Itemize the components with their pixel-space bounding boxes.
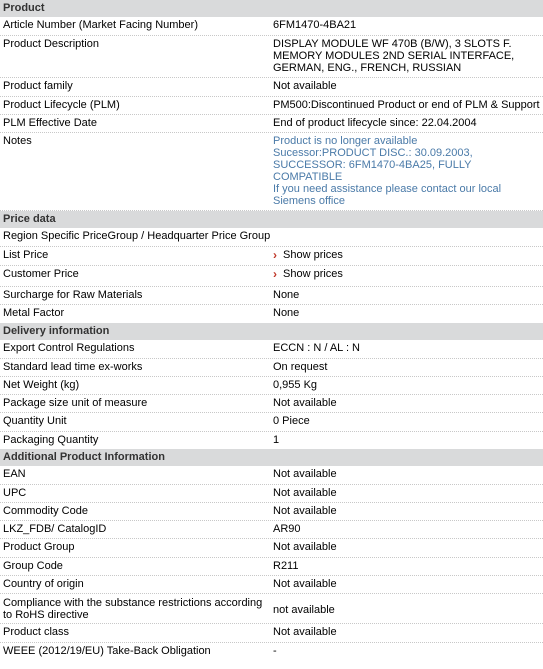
row-region-price-group [0,228,543,247]
row-value: Not available [273,80,337,92]
row-value: not available [273,603,335,616]
row-upc [0,485,543,503]
row-article-number [0,17,543,36]
show-customer-prices-link[interactable] [273,268,343,280]
row-value: Not available [273,626,337,638]
row-value: Not available [273,397,337,409]
row-lead-time [0,359,543,377]
section-header-product: Product [0,0,543,17]
row-label: Surcharge for Raw Materials [3,289,143,301]
row-label: Export Control Regulations [3,342,135,354]
row-product-lifecycle [0,97,543,115]
row-label: PLM Effective Date [3,117,97,129]
link-text: Show prices [283,268,343,280]
row-value: On request [273,361,328,373]
row-label: Product Description [3,38,99,50]
row-label: Product class [3,626,70,638]
row-product-class [0,624,543,643]
chevron-right-icon: › [273,267,277,281]
row-rohs-compliance [0,594,543,624]
row-package-size-unit [0,395,543,413]
row-group-code [0,558,543,576]
row-catalog-id [0,521,543,539]
row-label: Product family [3,80,73,92]
row-value: PM500:Discontinued Product or end of PLM & Support [273,99,540,111]
row-label: Group Code [3,560,63,572]
row-value: End of product lifecycle since: 22.04.2004 [273,117,477,129]
row-value: None [273,289,300,301]
row-customer-price [0,266,543,287]
row-net-weight [0,377,543,395]
chevron-right-icon: › [273,248,277,262]
section-header-additional-info: Additional Product Information [0,449,543,466]
row-value: None [273,307,300,319]
row-ean [0,466,543,485]
row-label: Region Specific PriceGroup / Headquarter Price Group [3,230,271,242]
row-quantity-unit [0,413,543,432]
row-weee-obligation [0,643,543,661]
row-label: Metal Factor [3,307,65,319]
row-value: DISPLAY MODULE WF 470B (B/W), 3 SLOTS F. MEMORY MODULES 2ND SERIAL INTERFACE, GERMAN, ENG., FRENCH, RUSSIAN [273,38,515,74]
row-value: - [273,645,277,657]
notes-line: If you need assistance please contact our local Siemens office [273,183,502,207]
notes-line: Sucessor:PRODUCT DISC.: 30.09.2003, SUCCESSOR: 6FM1470-4BA25, FULLY COMPATIBLE [273,147,473,183]
show-list-prices-link[interactable] [273,249,343,261]
row-export-control [0,340,543,359]
row-value: R211 [273,560,299,572]
row-label: Net Weight (kg) [3,379,80,391]
row-label: Product Lifecycle (PLM) [3,99,120,111]
notes-line: Product is no longer available [273,135,418,147]
row-label: Article Number (Market Facing Number) [3,19,198,31]
row-label: Standard lead time ex-works [3,361,143,373]
row-surcharge-raw-materials [0,287,543,305]
row-product-group [0,539,543,558]
row-plm-effective-date [0,115,543,133]
row-value: 0,955 Kg [273,379,318,391]
row-value: Not available [273,487,337,499]
section-header-price-data: Price data [0,211,543,228]
row-label: Quantity Unit [3,415,67,427]
row-label: Compliance with the substance restrictions according to RoHS directive [3,596,263,621]
row-value: 6FM1470-4BA21 [273,19,357,31]
row-label: UPC [3,487,27,499]
row-value [269,247,543,262]
row-label: Customer Price [3,268,79,280]
row-label: Commodity Code [3,505,88,517]
row-label: Product Group [3,541,75,553]
row-value [269,266,543,281]
row-value: Not available [273,468,337,480]
row-label: Package size unit of measure [3,397,148,409]
link-text: Show prices [283,249,343,261]
row-label: WEEE (2012/19/EU) Take-Back Obligation [3,645,211,657]
row-notes [0,133,543,211]
row-list-price [0,247,543,266]
row-value: Not available [273,541,337,553]
row-value: AR90 [273,523,301,535]
row-value: ECCN : N / AL : N [273,342,361,354]
row-metal-factor [0,305,543,323]
row-label: Notes [3,135,32,147]
row-commodity-code [0,503,543,521]
row-product-description [0,36,543,78]
row-value: Not available [273,505,337,517]
row-product-family [0,78,543,97]
row-label: EAN [3,468,26,480]
notes-value [269,133,543,207]
row-packaging-quantity [0,432,543,449]
row-value: 0 Piece [273,415,310,427]
section-header-delivery-information: Delivery information [0,323,543,340]
row-country-of-origin [0,576,543,594]
row-label: Packaging Quantity [3,434,99,446]
row-value: Not available [273,578,337,590]
row-label: List Price [3,249,49,261]
row-value: 1 [273,434,280,446]
row-label: LKZ_FDB/ CatalogID [3,523,107,535]
row-label: Country of origin [3,578,84,590]
